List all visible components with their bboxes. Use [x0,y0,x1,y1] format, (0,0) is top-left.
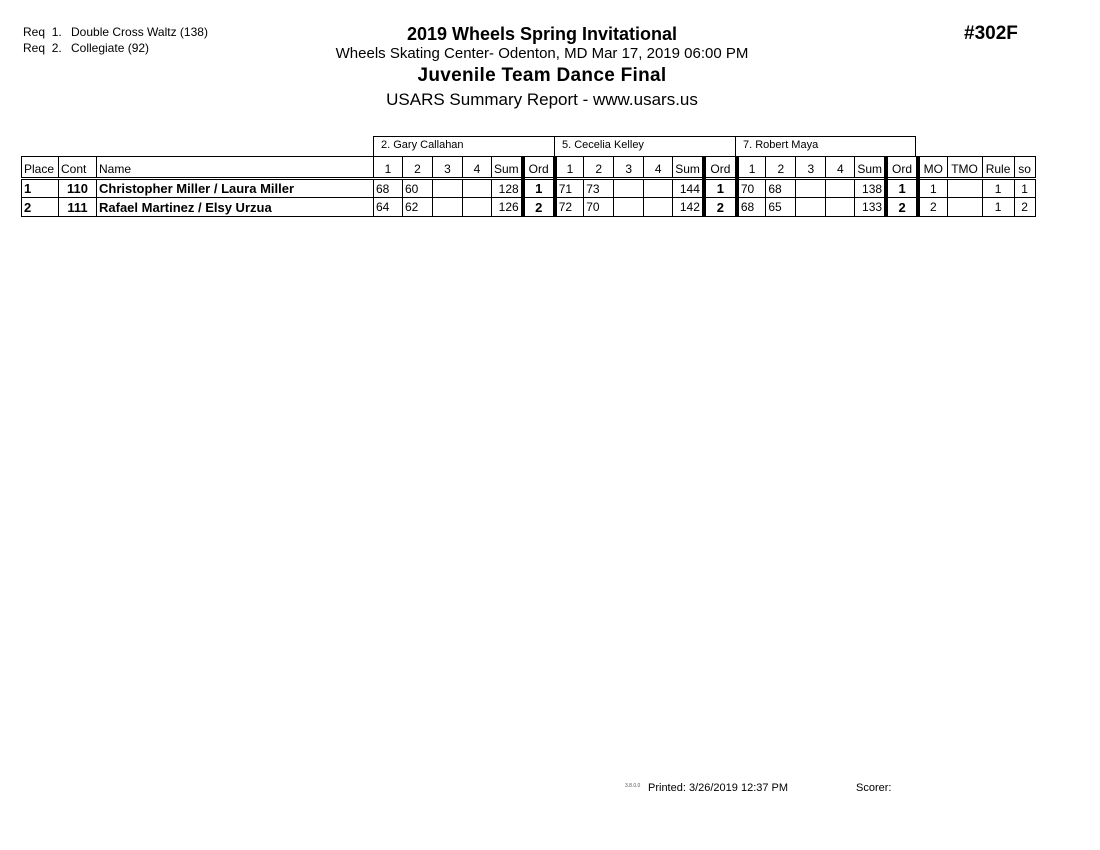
j2-ord: 1 [704,179,737,198]
col-j2-ord: Ord [704,157,737,179]
j3-score-1: 68 [737,198,766,217]
col-j3-ord: Ord [886,157,918,179]
j1-sum: 128 [492,179,523,198]
col-j3-1: 1 [737,157,766,179]
j1-score-2: 60 [403,179,433,198]
software-version: 3.8.0.0 [625,783,641,789]
j2-score-3 [614,198,644,217]
j2-ord: 2 [704,198,737,217]
col-so: so [1014,157,1035,179]
judge-header-3: 7. Robert Maya [735,136,916,156]
tmo-cell [947,198,982,217]
skater-name: Rafael Martinez / Elsy Urzua [97,198,374,217]
j3-score-1: 70 [737,179,766,198]
j1-score-4 [463,179,492,198]
j1-score-3 [433,179,463,198]
table-row [22,179,1036,198]
col-j1-sum: Sum [492,157,523,179]
j3-sum: 138 [855,179,886,198]
j2-score-4 [644,198,673,217]
j1-sum: 126 [492,198,523,217]
requirement-2 [23,41,149,55]
col-tmo: TMO [947,157,982,179]
skater-name: Christopher Miller / Laura Miller [97,179,374,198]
tmo-cell [947,179,982,198]
j3-ord: 2 [886,198,918,217]
col-rule: Rule [982,157,1014,179]
req-number: 1. [51,25,62,39]
col-j3-4: 4 [826,157,855,179]
venue-date: Wheels Skating Center- Odenton, MD Mar 17, 2019 06:00 PM [335,45,749,62]
header-row [22,157,1036,179]
col-j2-3: 3 [614,157,644,179]
so-cell: 1 [1014,179,1035,198]
place-cell: 1 [22,179,59,198]
cont-cell: 110 [59,179,97,198]
col-name: Name [97,157,374,179]
j2-score-3 [614,179,644,198]
col-j2-2: 2 [584,157,614,179]
results-table [21,156,1036,217]
col-j1-3: 3 [433,157,463,179]
col-mo: MO [918,157,947,179]
requirement-1 [23,25,208,39]
col-j1-4: 4 [463,157,492,179]
judge-header-1: 2. Gary Callahan [373,136,555,156]
j3-score-3 [796,198,826,217]
rule-cell: 1 [982,179,1014,198]
j2-sum: 144 [673,179,704,198]
place-cell: 2 [22,198,59,217]
j2-score-4 [644,179,673,198]
j2-score-1: 71 [555,179,584,198]
col-cont: Cont [59,157,97,179]
j1-ord: 1 [523,179,555,198]
col-j3-2: 2 [766,157,796,179]
printed-timestamp: Printed: 3/26/2019 12:37 PM [648,782,789,794]
j3-ord: 1 [886,179,918,198]
table-row [22,198,1036,217]
req-label: Req [23,25,46,39]
j3-score-2: 65 [766,198,796,217]
j3-score-3 [796,179,826,198]
req-number: 2. [51,41,62,55]
j1-score-2: 62 [403,198,433,217]
j3-sum: 133 [855,198,886,217]
j1-score-1: 64 [374,198,403,217]
so-cell: 2 [1014,198,1035,217]
competition-title: 2019 Wheels Spring Invitational [406,24,678,44]
mo-cell: 2 [918,198,947,217]
event-number: #302F [964,23,1018,44]
j2-score-2: 70 [584,198,614,217]
j3-score-4 [826,179,855,198]
j2-score-2: 73 [584,179,614,198]
cont-cell: 111 [59,198,97,217]
col-j2-4: 4 [644,157,673,179]
mo-cell: 1 [918,179,947,198]
event-title: Juvenile Team Dance Final [417,65,667,86]
col-j3-3: 3 [796,157,826,179]
col-j3-sum: Sum [855,157,886,179]
col-j2-sum: Sum [673,157,704,179]
col-j2-1: 1 [555,157,584,179]
j2-sum: 142 [673,198,704,217]
col-j1-2: 2 [403,157,433,179]
col-place: Place [22,157,59,179]
j1-score-3 [433,198,463,217]
rule-cell: 1 [982,198,1014,217]
j1-ord: 2 [523,198,555,217]
col-j1-ord: Ord [523,157,555,179]
j3-score-4 [826,198,855,217]
j3-score-2: 68 [766,179,796,198]
col-j1-1: 1 [374,157,403,179]
req-label: Req [23,41,46,55]
report-subtitle: USARS Summary Report - www.usars.us [386,90,698,109]
j2-score-1: 72 [555,198,584,217]
req-text: Collegiate (92) [71,41,150,55]
judge-header-2: 5. Cecelia Kelley [554,136,736,156]
j1-score-4 [463,198,492,217]
req-text: Double Cross Waltz (138) [71,25,208,39]
j1-score-1: 68 [374,179,403,198]
scorer-label: Scorer: [856,782,892,794]
